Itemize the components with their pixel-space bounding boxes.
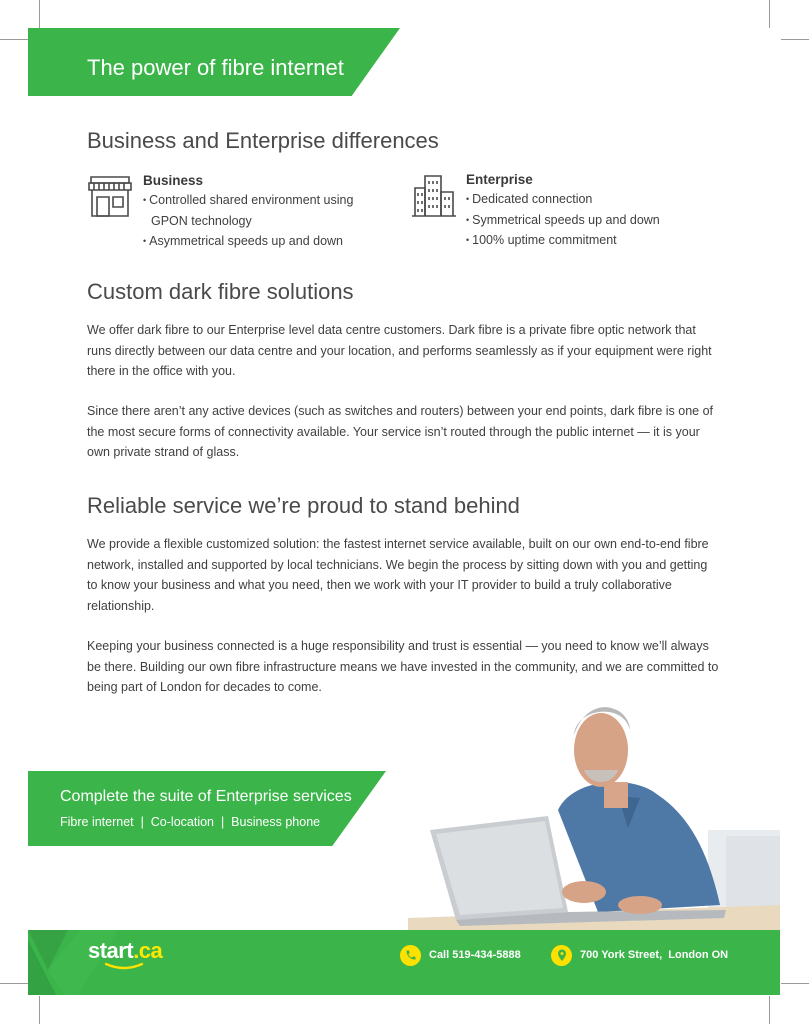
- dark-fibre-paragraph: Since there aren’t any active devices (such as switches and routers) between your end points, dark fibre is one of the most secure forms of connectivity available. Your service isn’t routed through the public internet — it is your own private strand of glass.: [87, 404, 714, 459]
- address-text: 700 York Street, London ON: [580, 949, 729, 961]
- crop-mark: [39, 996, 40, 1024]
- list-item: • Dedicated connection: [466, 189, 706, 210]
- start-ca-logo[interactable]: [88, 938, 162, 964]
- crop-mark: [0, 983, 28, 984]
- dark-fibre-heading: Custom dark fibre solutions: [87, 279, 354, 304]
- phone-icon: [400, 945, 421, 966]
- man-at-laptop-photo: [408, 700, 780, 932]
- business-title: Business: [143, 173, 204, 188]
- crop-mark: [769, 0, 770, 28]
- enterprise-title: Enterprise: [466, 172, 533, 187]
- reliable-paragraph: We provide a flexible customized solution: the fastest internet service available, built on our own end-to-end fibre network, installed and supported by local technicians. We begin the process by sitting down with you and getting to know your business and what you need, then we work with your IT provider to build a truly collaborative relationship.: [87, 537, 709, 613]
- list-item: • 100% uptime commitment: [466, 230, 706, 251]
- crop-mark: [781, 39, 809, 40]
- list-item: • Controlled shared environment using GPON technology: [143, 190, 383, 231]
- reliable-heading: Reliable service we’re proud to stand behind: [87, 493, 520, 518]
- storefront-icon: [87, 175, 133, 219]
- logo-tld: .ca: [133, 938, 163, 963]
- list-item: • Symmetrical speeds up and down: [466, 210, 706, 231]
- logo-smile-icon: [104, 962, 144, 970]
- differences-heading: Business and Enterprise differences: [87, 128, 439, 153]
- logo-wordmark: start: [88, 938, 134, 963]
- promo-title: Complete the suite of Enterprise services: [60, 788, 352, 805]
- list-item: • Asymmetrical speeds up and down: [143, 231, 383, 252]
- crop-mark: [0, 39, 28, 40]
- business-list: [143, 190, 383, 252]
- reliable-paragraph: Keeping your business connected is a huge responsibility and trust is essential — you need to know we’ll always be there. Building our own fibre infrastructure means we have invested in the community, and we are committed to being part of London for decades to come.: [87, 639, 719, 694]
- phone-contact[interactable]: [400, 943, 521, 967]
- dark-fibre-paragraph: We offer dark fibre to our Enterprise level data centre customers. Dark fibre is a private fibre optic network that runs directly between our data centre and your location, and performs seamlessly as if your equipment were right there in the office with you.: [87, 323, 712, 378]
- phone-number: Call 519-434-5888: [429, 949, 521, 961]
- page-title: The power of fibre internet: [87, 55, 344, 80]
- enterprise-promo-banner: [28, 771, 386, 846]
- office-building-icon: [411, 174, 457, 218]
- crop-mark: [769, 996, 770, 1024]
- crop-mark: [781, 983, 809, 984]
- location-pin-icon: [551, 945, 572, 966]
- crop-mark: [39, 0, 40, 28]
- promo-services: Fibre internet | Co-location | Business phone: [60, 815, 321, 829]
- address-contact[interactable]: [551, 943, 728, 967]
- enterprise-list: [466, 189, 706, 251]
